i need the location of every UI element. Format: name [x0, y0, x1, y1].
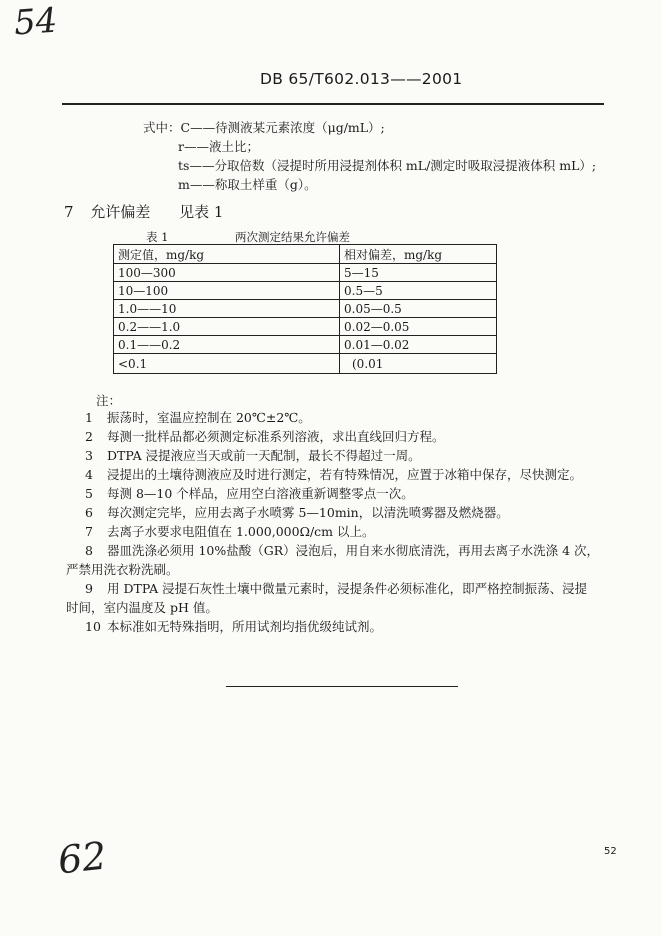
section-title: 允许偏差 — [90, 203, 151, 221]
table-cell: 0.01—0.02 — [340, 336, 497, 354]
note-text: 每次测定完毕，应用去离子水喷雾 5—10min，以清洗喷雾器及燃烧器。 — [107, 505, 509, 520]
table-row — [114, 354, 497, 374]
document-code-header: DB 65/T602.013——2001 — [260, 70, 463, 88]
note-item — [85, 503, 509, 522]
note-item — [85, 427, 445, 446]
handwritten-page-mark: 62 — [55, 833, 109, 883]
note-text: 本标准如无特殊指明，所用试剂均指优级纯试剂。 — [107, 619, 383, 634]
note-item — [85, 522, 375, 541]
table-row — [114, 300, 497, 318]
table-cell: 1.0——10 — [114, 300, 340, 318]
section-number: 7 — [64, 203, 74, 221]
note-number: 6 — [85, 505, 93, 520]
table-cell: 0.05—0.5 — [340, 300, 497, 318]
end-of-text-rule — [226, 686, 458, 687]
note-number: 5 — [85, 486, 93, 501]
table-cell: 10—100 — [114, 282, 340, 300]
note-continuation: 时间，室内温度及 pH 值。 — [66, 600, 218, 615]
table-header-cell: 测定值，mg/kg — [114, 245, 340, 264]
note-item — [85, 408, 311, 427]
table-cell: 0.02—0.05 — [340, 318, 497, 336]
note-number: 1 — [85, 410, 93, 425]
table-label: 表 1 — [146, 230, 169, 244]
section-heading — [64, 201, 223, 222]
note-item — [85, 484, 414, 503]
note-number: 8 — [85, 543, 93, 558]
table-cell: 0.5—5 — [340, 282, 497, 300]
note-text: 去离子水要求电阻值在 1.000,000Ω/cm 以上。 — [107, 524, 375, 539]
table-header-row — [114, 245, 497, 264]
note-number: 2 — [85, 429, 93, 444]
table-cell: 0.1——0.2 — [114, 336, 340, 354]
header-divider — [62, 103, 604, 105]
note-item — [85, 617, 382, 636]
section-table-reference: 见表 1 — [179, 203, 224, 221]
note-number: 4 — [85, 467, 93, 482]
handwritten-page-mark: 54 — [12, 0, 59, 44]
table-header-cell: 相对偏差，mg/kg — [340, 245, 497, 264]
note-continuation: 严禁用洗衣粉洗刷。 — [66, 562, 179, 577]
table-row — [114, 282, 497, 300]
note-number: 3 — [85, 448, 93, 463]
note-text: DTPA 浸提液应当天或前一天配制，最长不得超过一周。 — [107, 448, 421, 463]
note-item — [85, 541, 599, 560]
tolerance-table — [113, 244, 497, 374]
note-item — [85, 465, 582, 484]
formula-legend-c: 式中：C——待测液某元素浓度（μg/mL）; — [143, 120, 385, 135]
table-cell: 5—15 — [340, 264, 497, 282]
table-cell: (0.01 — [340, 354, 497, 374]
note-text: 振荡时，室温应控制在 20℃±2℃。 — [107, 410, 311, 425]
note-number: 9 — [85, 581, 93, 596]
note-number: 7 — [85, 524, 93, 539]
note-text: 用 DTPA 浸提石灰性土壤中微量元素时，浸提条件必须标准化，即严格控制振荡、浸提 — [107, 581, 588, 596]
note-text: 浸提出的土壤待测液应及时进行测定，若有特殊情况，应置于冰箱中保存，尽快测定。 — [107, 467, 583, 482]
table-cell: <0.1 — [114, 354, 340, 374]
formula-legend-ts: ts——分取倍数（浸提时所用浸提剂体积 mL/测定时吸取浸提液体积 mL）; — [178, 158, 597, 173]
note-number: 10 — [85, 619, 101, 634]
table-row — [114, 336, 497, 354]
notes-label: 注： — [96, 393, 122, 408]
table-title: 两次测定结果允许偏差 — [235, 230, 350, 244]
table-cell: 0.2——1.0 — [114, 318, 340, 336]
note-text: 器皿洗涤必须用 10%盐酸（GR）浸泡后，用自来水彻底清洗，再用去离子水洗涤 4 次， — [107, 543, 600, 558]
formula-legend-r: r——液土比； — [178, 139, 259, 154]
formula-legend-m: m——称取土样重（g）。 — [178, 177, 317, 192]
note-item — [85, 446, 421, 465]
note-text: 每测一批样品都必须测定标准系列溶液，求出直线回归方程。 — [107, 429, 445, 444]
note-item — [85, 579, 587, 598]
table-cell: 100—300 — [114, 264, 340, 282]
table-row — [114, 318, 497, 336]
table-row — [114, 264, 497, 282]
page-number: 52 — [604, 846, 617, 857]
note-text: 每测 8—10 个样品，应用空白溶液重新调整零点一次。 — [107, 486, 414, 501]
